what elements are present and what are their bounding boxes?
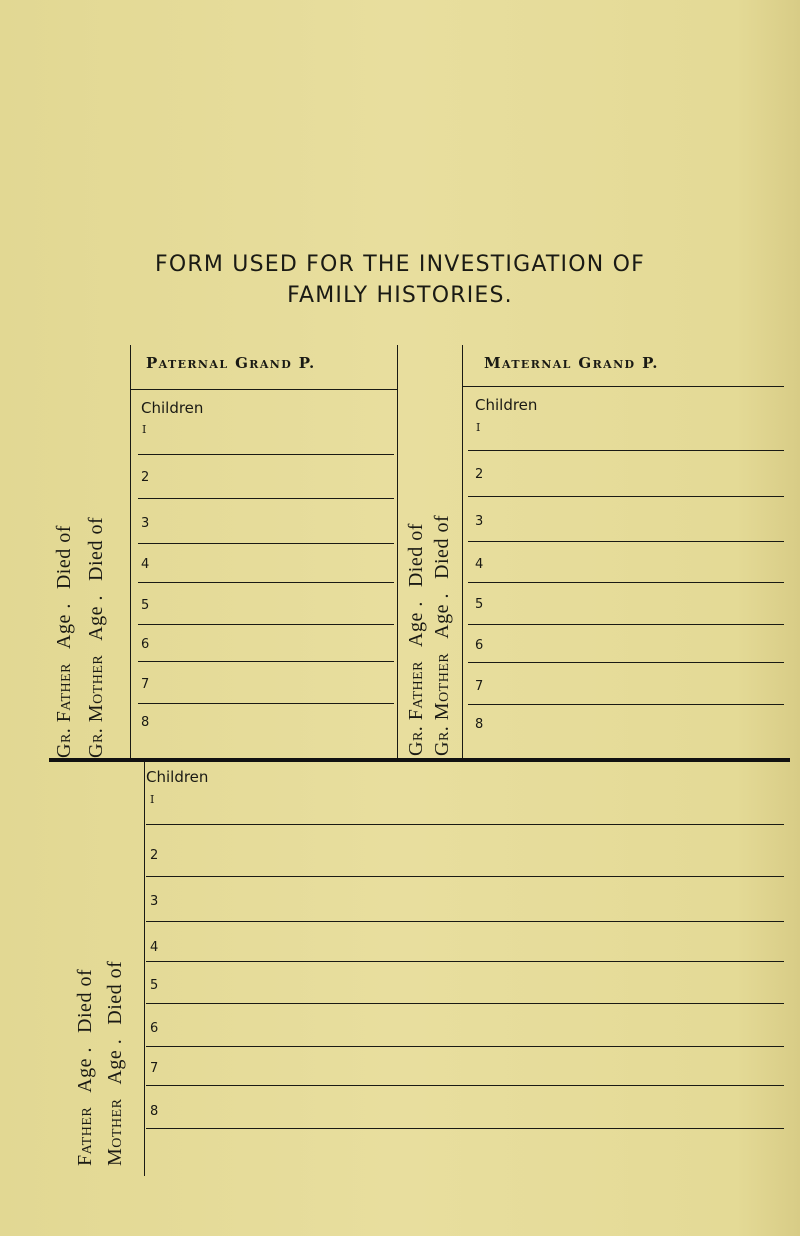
maternal-row-line (468, 704, 784, 705)
maternal-grandmother-label (431, 515, 454, 756)
father-label (74, 969, 97, 1166)
lower-row-line (146, 1046, 784, 1047)
paternal-child-number: 7 (141, 677, 150, 692)
name: Gr. Father (53, 662, 75, 758)
paternal-header-line (130, 389, 397, 390)
name: Gr. Mother (431, 652, 453, 756)
paternal-child-number: 2 (141, 470, 150, 485)
maternal-row-line (468, 582, 784, 583)
died: Died of (431, 514, 453, 579)
paternal-child-number: 8 (141, 715, 150, 730)
died: Died of (74, 968, 96, 1033)
maternal-row-line (468, 541, 784, 542)
lower-child-number: 8 (150, 1104, 159, 1119)
maternal-row-line (468, 496, 784, 497)
maternal-child-number: 8 (475, 717, 484, 732)
maternal-row-line (468, 662, 784, 663)
paternal-child-number: 6 (141, 637, 150, 652)
age: Age . (104, 1038, 126, 1085)
maternal-grandfather-label (405, 523, 428, 756)
age: Age . (85, 594, 107, 641)
paternal-row-line (138, 582, 394, 583)
maternal-row-line (468, 624, 784, 625)
maternal-child-number: 5 (475, 597, 484, 612)
form-title-line-1: FORM USED FOR THE INVESTIGATION OF (155, 252, 645, 277)
died: Died of (85, 516, 107, 581)
name: Gr. Father (405, 660, 427, 756)
maternal-child-number: 4 (475, 557, 484, 572)
lower-left-border (144, 762, 145, 1176)
maternal-child-number: 2 (475, 467, 484, 482)
maternal-child-number: 3 (475, 514, 484, 529)
lower-row-line (146, 824, 784, 825)
lower-row-line (146, 1128, 784, 1129)
name: Gr. Mother (85, 654, 107, 758)
maternal-child-number: 7 (475, 679, 484, 694)
lower-child-number: 3 (150, 894, 159, 909)
lower-row-line (146, 876, 784, 877)
form-title-line-2: FAMILY HISTORIES. (287, 283, 513, 308)
lower-child-number: 7 (150, 1061, 159, 1076)
died: Died of (53, 525, 75, 590)
maternal-heading: Maternal Grand P. (484, 354, 659, 372)
age: Age . (405, 601, 427, 647)
section-divider (49, 758, 790, 762)
lower-row-line (146, 961, 784, 962)
lower-children-label: Children (146, 768, 209, 786)
maternal-header-line (462, 386, 784, 387)
lower-row-line (146, 1003, 784, 1004)
lower-row-line (146, 921, 784, 922)
died: Died of (104, 960, 126, 1025)
mother-label (104, 961, 127, 1166)
paternal-row-line (138, 543, 394, 544)
paternal-child-number: I (142, 423, 147, 436)
paternal-grandfather-label (53, 525, 76, 758)
died: Died of (405, 523, 427, 588)
paternal-row-line (138, 498, 394, 499)
maternal-left-border (462, 345, 463, 759)
maternal-child-number: 6 (475, 638, 484, 653)
lower-child-number: 5 (150, 978, 159, 993)
maternal-child-number: I (476, 421, 481, 434)
lower-child-number: I (150, 793, 155, 806)
paternal-children-label: Children (141, 399, 204, 417)
age: Age . (431, 592, 453, 639)
maternal-row-line (468, 450, 784, 451)
lower-child-number: 2 (150, 848, 159, 863)
middle-left-border (397, 345, 398, 759)
lower-row-line (146, 1085, 784, 1086)
maternal-children-label: Children (475, 396, 538, 414)
name: Father (74, 1106, 96, 1166)
paternal-child-number: 3 (141, 516, 150, 531)
paternal-row-line (138, 703, 394, 704)
name: Mother (104, 1098, 126, 1166)
age: Age . (74, 1046, 96, 1093)
age: Age . (53, 603, 75, 649)
lower-child-number: 6 (150, 1021, 159, 1036)
paternal-child-number: 4 (141, 557, 150, 572)
paternal-left-border (130, 345, 131, 759)
paternal-grandmother-label (85, 517, 108, 758)
lower-child-number: 4 (150, 940, 159, 955)
paternal-row-line (138, 661, 394, 662)
paternal-child-number: 5 (141, 598, 150, 613)
paternal-row-line (138, 454, 394, 455)
paternal-heading: Paternal Grand P. (146, 354, 316, 372)
paternal-row-line (138, 624, 394, 625)
